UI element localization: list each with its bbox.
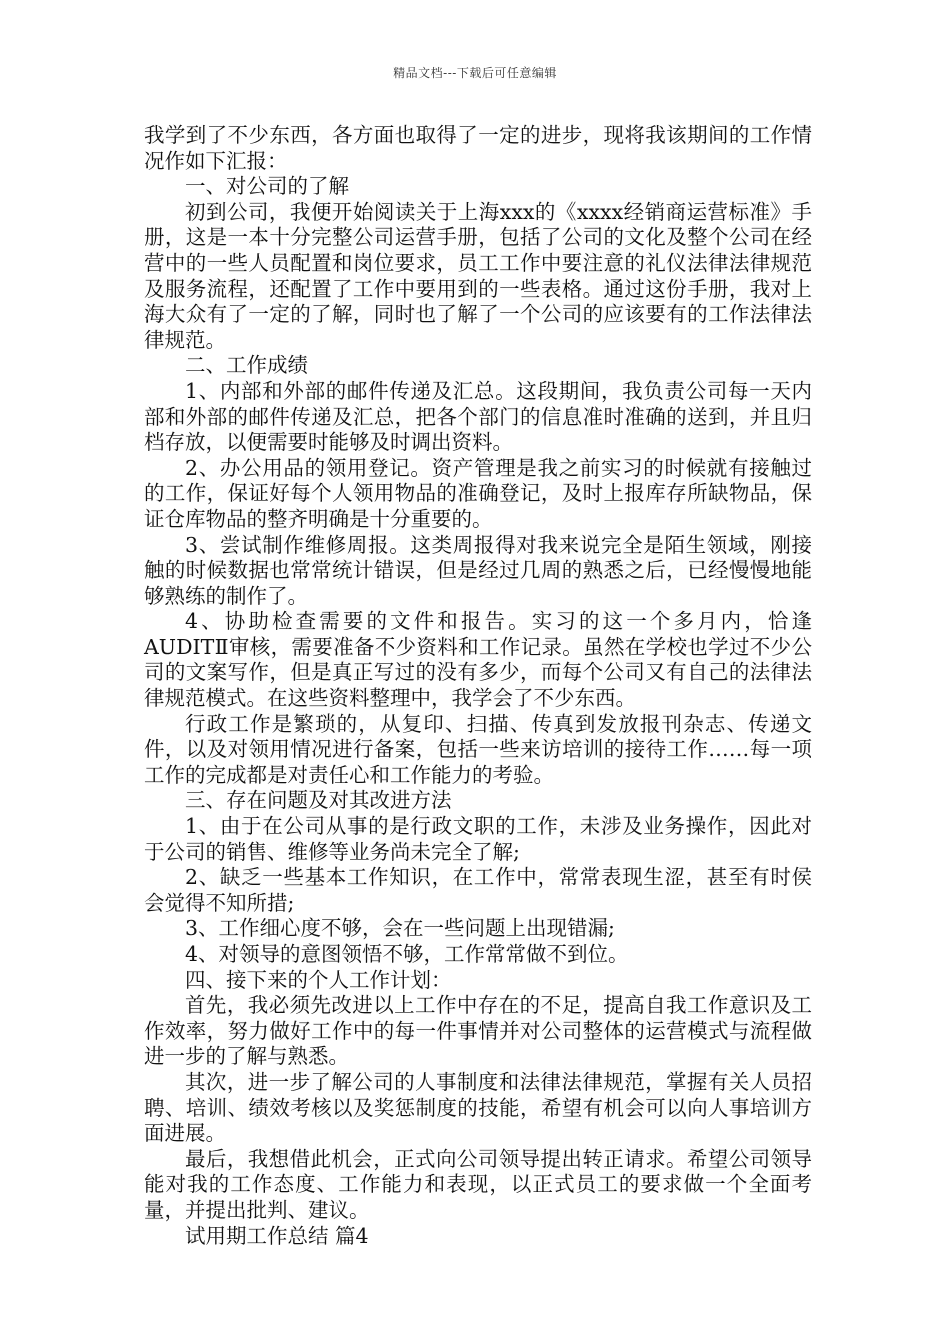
paragraph: 其次，进一步了解公司的人事制度和法律法律规范，掌握有关人员招聘、培训、绩效考核以及奖惩制度的技能，希望有机会可以向人事培训方面进展。 — [144, 1069, 812, 1146]
section-heading: 三、存在问题及对其改进方法 — [185, 788, 452, 813]
section-heading: 二、工作成绩 — [185, 353, 308, 378]
list-item: 4、对领导的意图领悟不够，工作常常做不到位。 — [185, 942, 629, 966]
list-item: 2、缺乏一些基本工作知识，在工作中，常常表现生涩，甚至有时侯会觉得不知所措; — [144, 865, 812, 915]
list-item: 3、尝试制作维修周报。这类周报得对我来说完全是陌生领域，刚接触的时候数据也常常统计错误，但是经过几周的熟悉之后，已经慢慢地能够熟练的制作了。 — [144, 532, 812, 608]
section-heading: 一、对公司的了解 — [185, 174, 349, 199]
paragraph: 我学到了不少东西，各方面也取得了一定的进步，现将我该期间的工作情况作如下汇报： — [144, 123, 812, 173]
paragraph: 初到公司，我便开始阅读关于上海xxx的《xxxx经销商运营标准》手册，这是一本十分完整公司运营手册，包括了公司的文化及整个公司在经营中的一些人员配置和岗位要求，员工工作中要注意的礼仪法律法律规范及服务流程，还配置了工作中要用到的一些表格。通过这份手册，我对上海大众有了一定的了解，同时也了解了一个公司的应该要有的工作法律法律规范。 — [144, 199, 812, 352]
list-item: 2、办公用品的领用登记。资产管理是我之前实习的时候就有接触过的工作，保证好每个人领用物品的准确登记，及时上报库存所缺物品，保证仓库物品的整齐明确是十分重要的。 — [144, 455, 812, 531]
list-item: 3、工作细心度不够，会在一些问题上出现错漏; — [185, 916, 615, 941]
list-item: 1、由于在公司从事的是行政文职的工作，未涉及业务操作，因此对于公司的销售、维修等业务尚未完全了解; — [144, 814, 812, 864]
section-title: 试用期工作总结 篇4 — [185, 1223, 369, 1248]
document-body — [144, 123, 812, 1249]
page-header: 精品文档---下载后可任意编辑 — [393, 66, 557, 80]
section-heading: 四、接下来的个人工作计划： — [185, 967, 452, 992]
paragraph: 行政工作是繁琐的，从复印、扫描、传真到发放报刊杂志、传递文件，以及对领用情况进行备案，包括一些来访培训的接待工作……每一项工作的完成都是对责任心和工作能力的考验。 — [144, 711, 812, 787]
list-item: 1、内部和外部的邮件传递及汇总。这段期间，我负责公司每一天内部和外部的邮件传递及汇总，把各个部门的信息准时准确的送到，并且归档存放，以便需要时能够及时调出资料。 — [144, 378, 812, 455]
list-item: 4、协助检查需要的文件和报告。实习的这一个多月内，恰逢AUDITⅡ审核，需要准备不少资料和工作记录。虽然在学校也学过不少公司的文案写作，但是真正写过的没有多少，而每个公司又有自己的法律法律规范模式。在这些资料整理中，我学会了不少东西。 — [144, 609, 812, 711]
paragraph: 首先，我必须先改进以上工作中存在的不足，提高自我工作意识及工作效率，努力做好工作中的每一件事情并对公司整体的运营模式与流程做进一步的了解与熟悉。 — [144, 993, 812, 1069]
paragraph: 最后，我想借此机会，正式向公司领导提出转正请求。希望公司领导能对我的工作态度、工作能力和表现，以正式员工的要求做一个全面考量，并提出批判、建议。 — [144, 1146, 812, 1222]
